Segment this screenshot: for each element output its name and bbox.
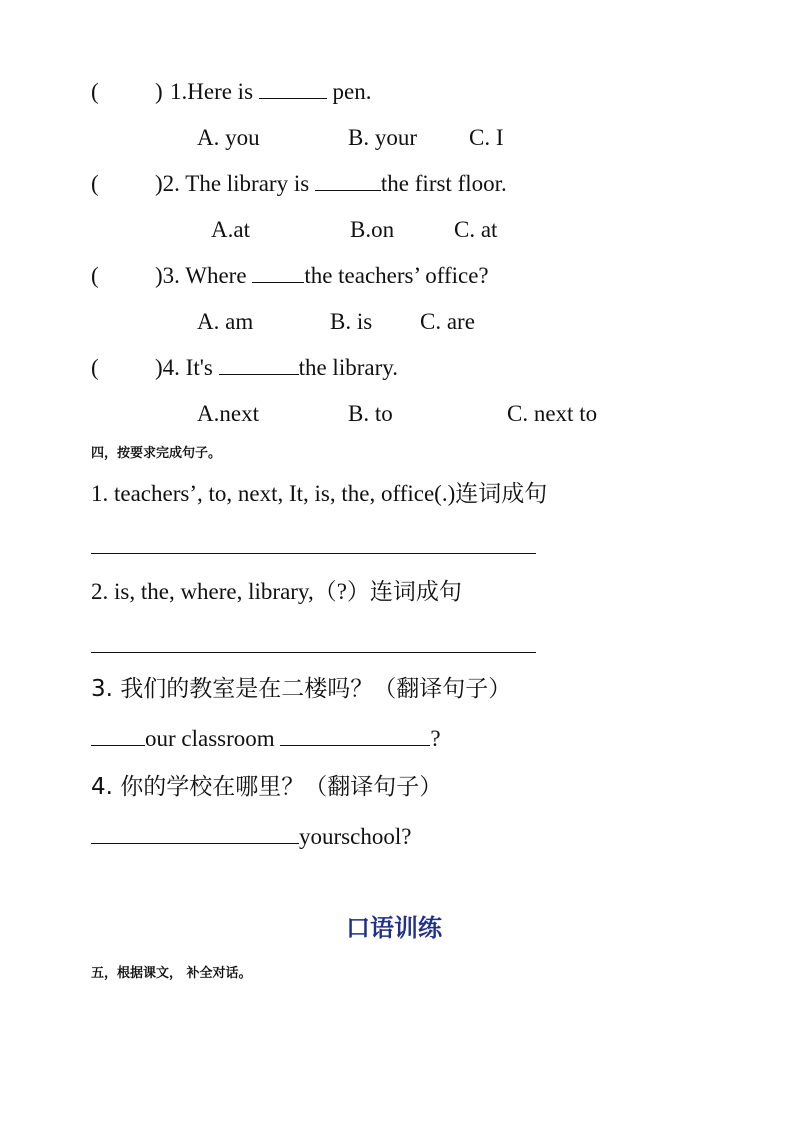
option-b: B.on xyxy=(350,217,395,242)
task-instruction: 连词成句 xyxy=(369,579,462,605)
blank[interactable] xyxy=(91,727,145,746)
question-text-after: the library. xyxy=(298,355,398,380)
option-a: A.next xyxy=(197,401,259,426)
question-1 xyxy=(91,78,372,106)
answer-paren-close: ) xyxy=(155,171,163,196)
option-a: A.at xyxy=(211,217,250,242)
question-text-before: Here is xyxy=(187,79,254,104)
answer-end: yourschool? xyxy=(299,824,412,849)
sentence-task-1 xyxy=(91,480,547,508)
question-2 xyxy=(91,170,507,198)
section-4-heading: 四，按要求完成句子。 xyxy=(91,446,222,461)
option-a: A. am xyxy=(197,309,254,334)
question-text-after: the teachers’ office? xyxy=(304,263,489,288)
blank xyxy=(219,356,299,375)
answer-line[interactable] xyxy=(91,652,536,653)
answer-paren-open: ( xyxy=(91,171,99,196)
option-c: C. next to xyxy=(507,401,598,426)
task-instruction: 连词成句 xyxy=(455,481,548,507)
option-b: B. is xyxy=(330,309,373,334)
blank xyxy=(259,80,327,99)
blank xyxy=(315,172,381,191)
option-b: B. your xyxy=(348,125,417,150)
blank[interactable] xyxy=(91,825,299,844)
question-number: 1. xyxy=(170,79,188,104)
answer-paren-close: ) xyxy=(155,355,163,380)
section-5-heading: 五，根据课文， 补全对话。 xyxy=(91,966,252,981)
oral-practice-title: 口语训练 xyxy=(346,914,442,942)
option-b: B. to xyxy=(348,401,393,426)
answer-text: our classroom xyxy=(145,726,275,751)
option-c: C. I xyxy=(469,125,504,150)
question-number: 2. xyxy=(162,171,180,196)
sentence-task-2 xyxy=(91,578,462,606)
answer-paren-open: ( xyxy=(91,263,99,288)
question-text-before: The library is xyxy=(185,171,310,196)
sentence-task-4: 4. 你的学校在哪里？（翻译句子） xyxy=(91,774,443,800)
answer-paren-open: ( xyxy=(91,355,99,380)
option-a: A. you xyxy=(197,125,260,150)
question-4 xyxy=(91,354,398,382)
task-prompt: 1. teachers’, to, next, It, is, the, office(.) xyxy=(91,481,456,506)
question-text-before: Where xyxy=(185,263,247,288)
answer-paren-open: ( xyxy=(91,79,99,104)
answer-end: ? xyxy=(430,726,441,751)
option-c: C. are xyxy=(420,309,475,334)
question-number: 3. xyxy=(162,263,180,288)
translation-answer-3 xyxy=(91,725,441,753)
answer-line[interactable] xyxy=(91,553,536,554)
translation-answer-4 xyxy=(91,823,411,851)
question-number: 4. xyxy=(162,355,180,380)
question-text-after: the first floor. xyxy=(380,171,507,196)
sentence-task-3: 3. 我们的教室是在二楼吗？（翻译句子） xyxy=(91,676,512,702)
question-3 xyxy=(91,262,489,290)
task-prompt: 2. is, the, where, library,（?） xyxy=(91,579,370,604)
question-text-before: It's xyxy=(185,355,213,380)
question-text-after: pen. xyxy=(332,79,372,104)
blank xyxy=(252,264,304,283)
option-c: C. at xyxy=(454,217,498,242)
blank[interactable] xyxy=(280,727,430,746)
answer-paren-close: ) xyxy=(155,263,163,288)
answer-paren-close: ) xyxy=(155,79,163,104)
